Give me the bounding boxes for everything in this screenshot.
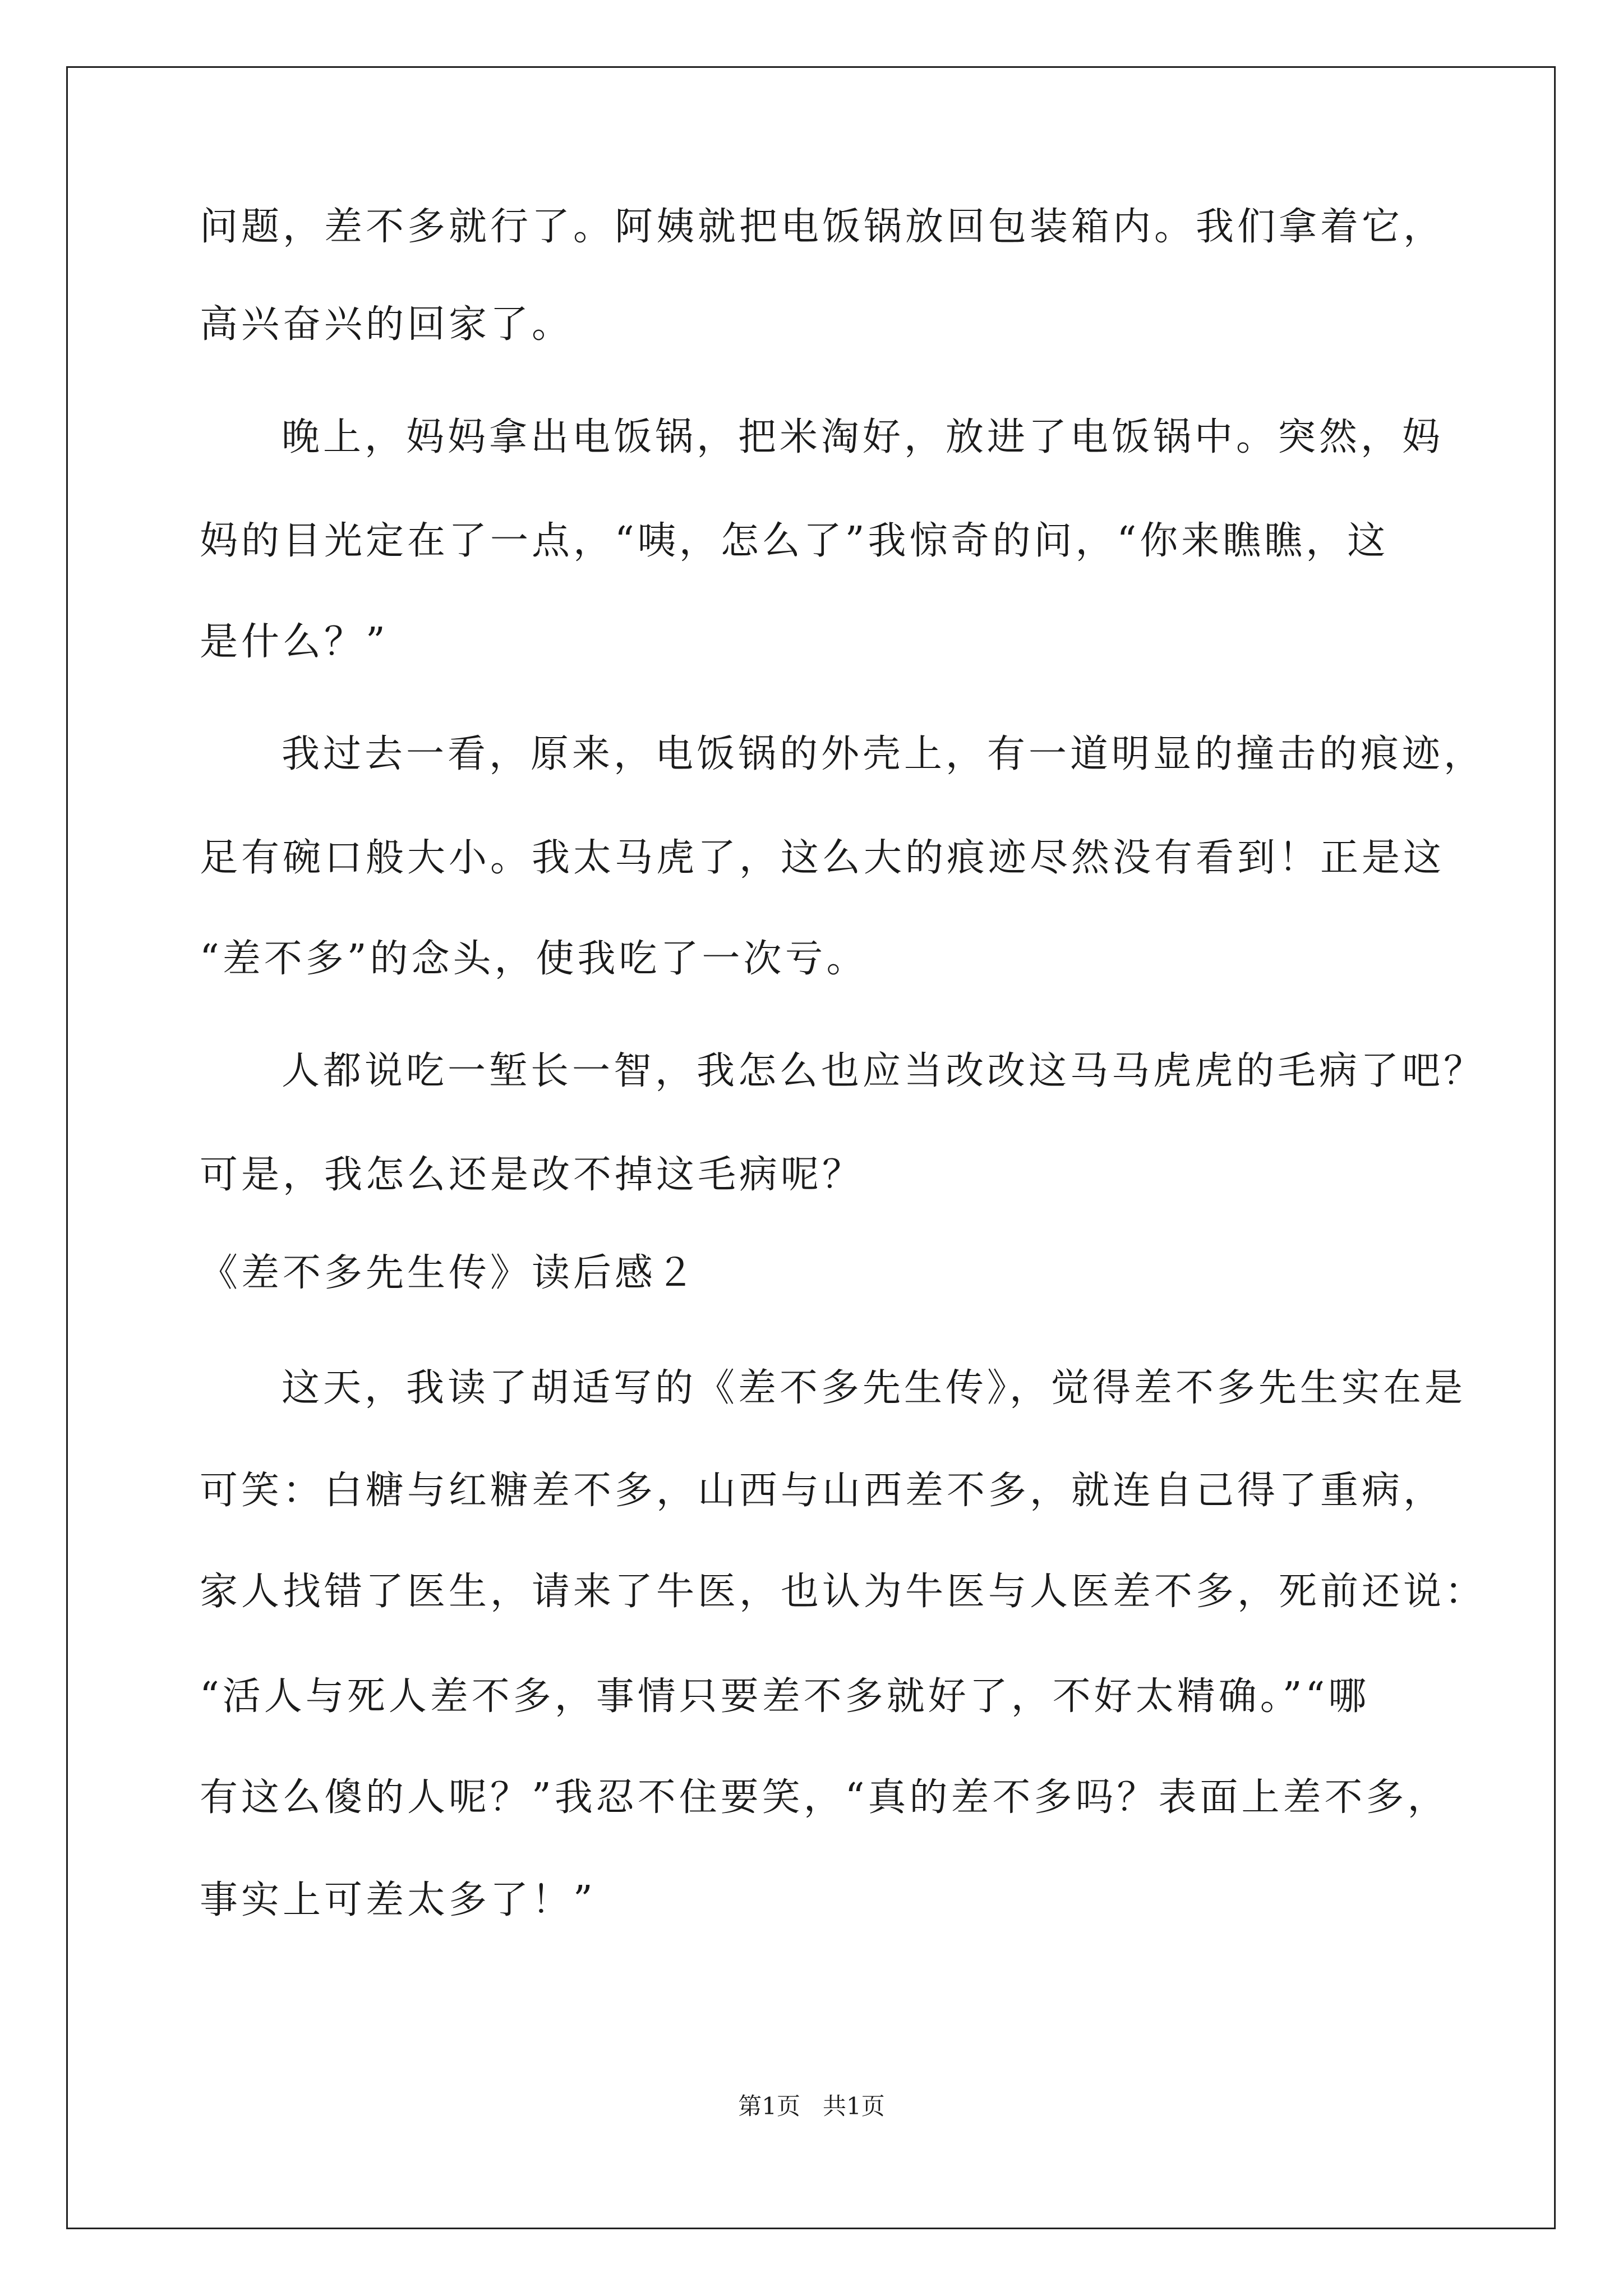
text-line: 高兴奋兴的回家了。 bbox=[200, 302, 574, 347]
text-line: 事实上可差太多了！” bbox=[200, 1878, 596, 1922]
page-footer: 第1页 共1页 bbox=[738, 2092, 885, 2120]
text-line: “差不多”的念头，使我吃了一次亏。 bbox=[200, 937, 868, 981]
text-line: “活人与死人差不多，事情只要差不多就好了，不好太精确。”“哪 bbox=[200, 1674, 1370, 1719]
text-line: 是什么？” bbox=[200, 620, 389, 664]
paragraph-start-line: 我过去一看，原来，电饭锅的外壳上，有一道明显的撞击的痕迹， bbox=[282, 732, 1486, 776]
text-line: 有这么傻的人呢？”我忍不住要笑，“真的差不多吗？表面上差不多， bbox=[200, 1775, 1449, 1820]
text-line: 可笑：白糖与红糖差不多，山西与山西差不多，就连自己得了重病， bbox=[200, 1469, 1445, 1513]
text-line: 可是，我怎么还是改不掉这毛病呢？ bbox=[200, 1153, 864, 1197]
text-line: 足有碗口般大小。我太马虎了，这么大的痕迹尽然没有看到！正是这 bbox=[200, 836, 1445, 880]
text-line: 问题，差不多就行了。阿姨就把电饭锅放回包装箱内。我们拿着它， bbox=[200, 205, 1445, 249]
paragraph-start-line: 这天，我读了胡适写的《差不多先生传》，觉得差不多先生实在是 bbox=[282, 1366, 1467, 1410]
paragraph-start-line: 晚上，妈妈拿出电饭锅，把米淘好，放进了电饭锅中。突然，妈 bbox=[282, 415, 1444, 459]
text-line: 家人找错了医生，请来了牛医，也认为牛医与人医差不多，死前还说： bbox=[200, 1570, 1487, 1614]
paragraph-start-line: 人都说吃一堑长一智，我怎么也应当改改这马马虎虎的毛病了吧？ bbox=[282, 1049, 1486, 1093]
text-line: 妈的目光定在了一点，“咦，怎么了”我惊奇的问，“你来瞧瞧，这 bbox=[200, 519, 1389, 563]
section-heading: 《差不多先生传》读后感２ bbox=[200, 1251, 698, 1295]
